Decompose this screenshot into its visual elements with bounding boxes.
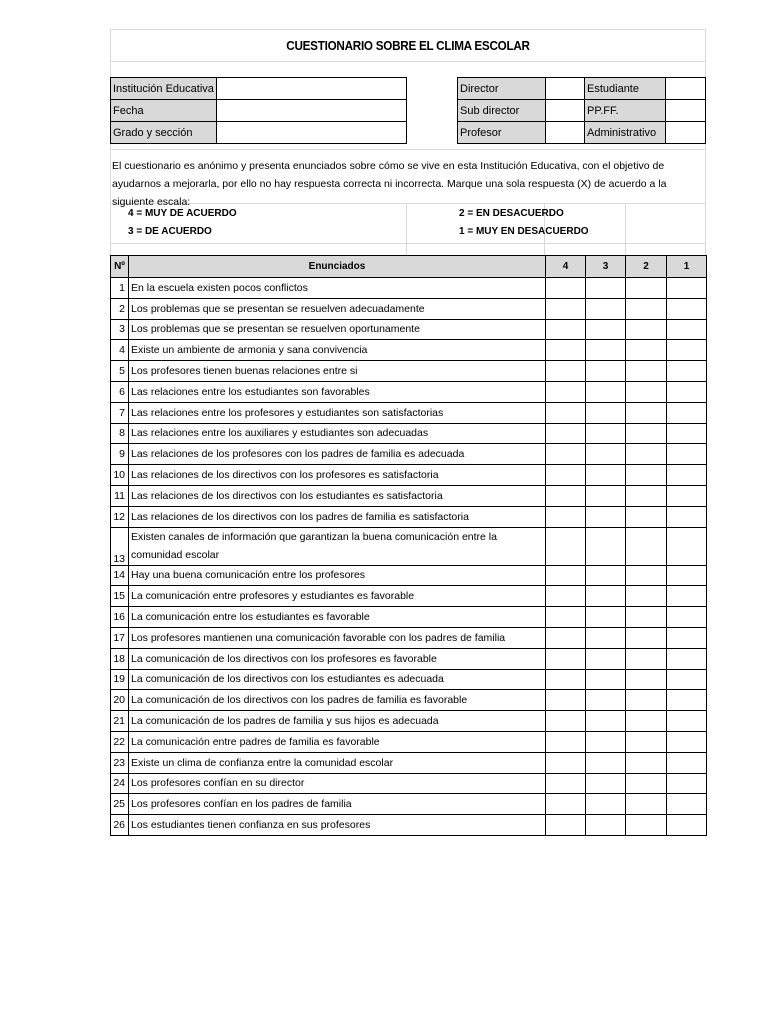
table-row <box>111 506 707 527</box>
date-label: Fecha <box>110 99 217 122</box>
answer-cell-1[interactable] <box>667 381 707 402</box>
answer-cell-2[interactable] <box>626 527 667 565</box>
answer-cell-2[interactable] <box>626 711 667 732</box>
col-number-header: Nº <box>111 256 129 278</box>
parents-checkbox[interactable] <box>665 99 706 122</box>
answer-cell-3[interactable] <box>586 711 626 732</box>
answer-cell-4[interactable] <box>546 607 586 628</box>
answer-cell-3[interactable] <box>586 402 626 423</box>
answer-cell-2[interactable] <box>626 731 667 752</box>
questionnaire-table <box>110 255 707 836</box>
scale-1: 1 = MUY EN DESACUERDO <box>459 226 589 237</box>
row-number: 6 <box>111 381 129 402</box>
answer-cell-1[interactable] <box>667 506 707 527</box>
answer-cell-2[interactable] <box>626 586 667 607</box>
student-label: Estudiante <box>584 77 666 100</box>
answer-cell-3[interactable] <box>586 444 626 465</box>
table-row <box>111 690 707 711</box>
row-number: 20 <box>111 690 129 711</box>
statement-text: Los problemas que se presentan se resuelven adecuadamente <box>129 298 546 319</box>
answer-cell-3[interactable] <box>586 340 626 361</box>
answer-cell-1[interactable] <box>667 711 707 732</box>
statement-text: Las relaciones entre los profesores y estudiantes son satisfactorias <box>129 402 546 423</box>
answer-cell-4[interactable] <box>546 669 586 690</box>
table-row <box>111 773 707 794</box>
statement-text: Existe un ambiente de armonia y sana convivencia <box>129 340 546 361</box>
answer-cell-1[interactable] <box>667 361 707 382</box>
answer-cell-2[interactable] <box>626 340 667 361</box>
answer-cell-4[interactable] <box>546 444 586 465</box>
table-row <box>111 669 707 690</box>
answer-cell-2[interactable] <box>626 278 667 299</box>
answer-cell-1[interactable] <box>667 794 707 815</box>
answer-cell-4[interactable] <box>546 465 586 486</box>
subdirector-checkbox[interactable] <box>545 99 585 122</box>
answer-cell-3[interactable] <box>586 627 626 648</box>
answer-cell-2[interactable] <box>626 690 667 711</box>
answer-cell-1[interactable] <box>667 815 707 836</box>
answer-cell-2[interactable] <box>626 423 667 444</box>
row-number: 24 <box>111 773 129 794</box>
statement-text: Los profesores tienen buenas relaciones entre si <box>129 361 546 382</box>
answer-cell-2[interactable] <box>626 465 667 486</box>
grade-field[interactable] <box>216 121 407 144</box>
institution-field[interactable] <box>216 77 407 100</box>
row-number: 15 <box>111 586 129 607</box>
answer-cell-3[interactable] <box>586 565 626 586</box>
parents-label: PP.FF. <box>584 99 666 122</box>
answer-cell-3[interactable] <box>586 423 626 444</box>
answer-cell-3[interactable] <box>586 527 626 565</box>
gridline <box>110 61 706 62</box>
answer-cell-2[interactable] <box>626 402 667 423</box>
answer-cell-3[interactable] <box>586 752 626 773</box>
answer-cell-2[interactable] <box>626 752 667 773</box>
answer-cell-2[interactable] <box>626 794 667 815</box>
col-option-4-header: 4 <box>546 256 586 278</box>
answer-cell-3[interactable] <box>586 485 626 506</box>
statement-text: Existe un clima de confianza entre la comunidad escolar <box>129 752 546 773</box>
answer-cell-2[interactable] <box>626 319 667 340</box>
grade-label: Grado y sección <box>110 121 217 144</box>
answer-cell-1[interactable] <box>667 278 707 299</box>
row-number: 5 <box>111 361 129 382</box>
answer-cell-1[interactable] <box>667 565 707 586</box>
answer-cell-2[interactable] <box>626 565 667 586</box>
answer-cell-3[interactable] <box>586 361 626 382</box>
answer-cell-4[interactable] <box>546 527 586 565</box>
answer-cell-4[interactable] <box>546 565 586 586</box>
statement-text: En la escuela existen pocos conflictos <box>129 278 546 299</box>
statement-text: Los profesores mantienen una comunicación favorable con los padres de familia <box>129 627 546 648</box>
table-row <box>111 627 707 648</box>
answer-cell-2[interactable] <box>626 607 667 628</box>
answer-cell-1[interactable] <box>667 444 707 465</box>
answer-cell-2[interactable] <box>626 506 667 527</box>
statement-text: La comunicación de los padres de familia y sus hijos es adecuada <box>129 711 546 732</box>
answer-cell-3[interactable] <box>586 319 626 340</box>
row-number: 23 <box>111 752 129 773</box>
row-number: 11 <box>111 485 129 506</box>
answer-cell-2[interactable] <box>626 648 667 669</box>
statement-text: Las relaciones entre los estudiantes son favorables <box>129 381 546 402</box>
gridline <box>110 149 706 150</box>
statement-text: La comunicación de los directivos con los profesores es favorable <box>129 648 546 669</box>
answer-cell-2[interactable] <box>626 815 667 836</box>
answer-cell-2[interactable] <box>626 773 667 794</box>
answer-cell-4[interactable] <box>546 586 586 607</box>
date-field[interactable] <box>216 99 407 122</box>
answer-cell-3[interactable] <box>586 690 626 711</box>
table-row <box>111 485 707 506</box>
teacher-checkbox[interactable] <box>545 121 585 144</box>
row-number: 10 <box>111 465 129 486</box>
table-row <box>111 423 707 444</box>
row-number: 16 <box>111 607 129 628</box>
table-row <box>111 527 707 565</box>
answer-cell-3[interactable] <box>586 586 626 607</box>
answer-cell-2[interactable] <box>626 485 667 506</box>
answer-cell-4[interactable] <box>546 627 586 648</box>
answer-cell-4[interactable] <box>546 340 586 361</box>
answer-cell-1[interactable] <box>667 669 707 690</box>
statement-text: Los estudiantes tienen confianza en sus profesores <box>129 815 546 836</box>
row-number: 14 <box>111 565 129 586</box>
teacher-label: Profesor <box>457 121 546 144</box>
answer-cell-4[interactable] <box>546 278 586 299</box>
row-number: 22 <box>111 731 129 752</box>
answer-cell-1[interactable] <box>667 752 707 773</box>
table-row <box>111 402 707 423</box>
answer-cell-4[interactable] <box>546 298 586 319</box>
answer-cell-1[interactable] <box>667 485 707 506</box>
answer-cell-3[interactable] <box>586 731 626 752</box>
table-row <box>111 815 707 836</box>
answer-cell-1[interactable] <box>667 627 707 648</box>
answer-cell-4[interactable] <box>546 506 586 527</box>
table-row <box>111 278 707 299</box>
answer-cell-1[interactable] <box>667 423 707 444</box>
row-number: 19 <box>111 669 129 690</box>
answer-cell-2[interactable] <box>626 298 667 319</box>
answer-cell-2[interactable] <box>626 361 667 382</box>
statement-text: Las relaciones entre los auxiliares y estudiantes son adecuadas <box>129 423 546 444</box>
col-option-3-header: 3 <box>586 256 626 278</box>
answer-cell-3[interactable] <box>586 669 626 690</box>
answer-cell-1[interactable] <box>667 690 707 711</box>
table-row <box>111 465 707 486</box>
scale-2: 2 = EN DESACUERDO <box>459 208 564 219</box>
statement-text: La comunicación entre los estudiantes es favorable <box>129 607 546 628</box>
subdirector-label: Sub director <box>457 99 546 122</box>
answer-cell-2[interactable] <box>626 627 667 648</box>
table-row <box>111 752 707 773</box>
row-number: 8 <box>111 423 129 444</box>
answer-cell-4[interactable] <box>546 690 586 711</box>
row-number: 3 <box>111 319 129 340</box>
row-number: 21 <box>111 711 129 732</box>
answer-cell-1[interactable] <box>667 586 707 607</box>
statement-text: La comunicación de los directivos con los estudiantes es adecuada <box>129 669 546 690</box>
answer-cell-1[interactable] <box>667 527 707 565</box>
table-body <box>111 278 707 836</box>
answer-cell-4[interactable] <box>546 794 586 815</box>
row-number: 13 <box>111 527 129 565</box>
statement-text: Los profesores confían en su director <box>129 773 546 794</box>
row-number: 12 <box>111 506 129 527</box>
statement-text: Hay una buena comunicación entre los profesores <box>129 565 546 586</box>
answer-cell-1[interactable] <box>667 773 707 794</box>
answer-cell-1[interactable] <box>667 298 707 319</box>
admin-checkbox[interactable] <box>665 121 706 144</box>
row-number: 4 <box>111 340 129 361</box>
answer-cell-3[interactable] <box>586 506 626 527</box>
admin-label: Administrativo <box>584 121 666 144</box>
table-row <box>111 565 707 586</box>
statement-text: Existen canales de información que garantizan la buena comunicación entre la comunidad escolar <box>129 527 546 565</box>
answer-cell-4[interactable] <box>546 381 586 402</box>
row-number: 17 <box>111 627 129 648</box>
answer-cell-3[interactable] <box>586 298 626 319</box>
answer-cell-1[interactable] <box>667 731 707 752</box>
table-row <box>111 298 707 319</box>
answer-cell-4[interactable] <box>546 815 586 836</box>
table-header-row <box>111 256 707 278</box>
statement-text: Los profesores confían en los padres de familia <box>129 794 546 815</box>
statement-text: La comunicación entre padres de familia es favorable <box>129 731 546 752</box>
col-statement-header: Enunciados <box>129 256 546 278</box>
director-label: Director <box>457 77 546 100</box>
answer-cell-3[interactable] <box>586 648 626 669</box>
answer-cell-4[interactable] <box>546 402 586 423</box>
answer-cell-2[interactable] <box>626 381 667 402</box>
row-number: 7 <box>111 402 129 423</box>
answer-cell-4[interactable] <box>546 319 586 340</box>
col-option-2-header: 2 <box>626 256 667 278</box>
row-number: 26 <box>111 815 129 836</box>
answer-cell-1[interactable] <box>667 319 707 340</box>
statement-text: Las relaciones de los directivos con los profesores es satisfactoria <box>129 465 546 486</box>
answer-cell-1[interactable] <box>667 340 707 361</box>
answer-cell-4[interactable] <box>546 711 586 732</box>
table-row <box>111 319 707 340</box>
answer-cell-1[interactable] <box>667 648 707 669</box>
table-row <box>111 340 707 361</box>
institution-label: Institución Educativa <box>110 77 217 100</box>
scale-3: 3 = DE ACUERDO <box>128 226 212 237</box>
page-title: CUESTIONARIO SOBRE EL CLIMA ESCOLAR <box>286 37 530 53</box>
table-row <box>111 586 707 607</box>
answer-cell-2[interactable] <box>626 444 667 465</box>
answer-cell-3[interactable] <box>586 381 626 402</box>
table-row <box>111 731 707 752</box>
answer-cell-4[interactable] <box>546 752 586 773</box>
answer-cell-1[interactable] <box>667 402 707 423</box>
row-number: 1 <box>111 278 129 299</box>
statement-text: Las relaciones de los profesores con los padres de familia es adecuada <box>129 444 546 465</box>
table-row <box>111 607 707 628</box>
answer-cell-3[interactable] <box>586 607 626 628</box>
table-row <box>111 711 707 732</box>
table-row <box>111 648 707 669</box>
row-number: 9 <box>111 444 129 465</box>
answer-cell-3[interactable] <box>586 278 626 299</box>
table-row <box>111 361 707 382</box>
answer-cell-1[interactable] <box>667 465 707 486</box>
statement-text: Las relaciones de los directivos con los padres de familia es satisfactoria <box>129 506 546 527</box>
answer-cell-4[interactable] <box>546 731 586 752</box>
answer-cell-3[interactable] <box>586 794 626 815</box>
rating-scale-legend <box>110 203 706 245</box>
statement-text: Los problemas que se presentan se resuelven oportunamente <box>129 319 546 340</box>
answer-cell-4[interactable] <box>546 423 586 444</box>
answer-cell-4[interactable] <box>546 485 586 506</box>
answer-cell-1[interactable] <box>667 607 707 628</box>
statement-text: La comunicación de los directivos con los padres de familia es favorable <box>129 690 546 711</box>
col-option-1-header: 1 <box>667 256 707 278</box>
statement-text: La comunicación entre profesores y estudiantes es favorable <box>129 586 546 607</box>
row-number: 18 <box>111 648 129 669</box>
answer-cell-4[interactable] <box>546 648 586 669</box>
student-checkbox[interactable] <box>665 77 706 100</box>
answer-cell-2[interactable] <box>626 669 667 690</box>
table-row <box>111 444 707 465</box>
answer-cell-4[interactable] <box>546 361 586 382</box>
statement-text: Las relaciones de los directivos con los estudiantes es satisfactoria <box>129 485 546 506</box>
answer-cell-3[interactable] <box>586 815 626 836</box>
answer-cell-3[interactable] <box>586 465 626 486</box>
answer-cell-3[interactable] <box>586 773 626 794</box>
row-number: 2 <box>111 298 129 319</box>
header-block <box>110 77 706 144</box>
row-number: 25 <box>111 794 129 815</box>
table-row <box>111 381 707 402</box>
table-row <box>111 794 707 815</box>
intro-paragraph: El cuestionario es anónimo y presenta enunciados sobre cómo se vive en esta Institución Educativa, con el objetivo de ayudarnos a mejorarla, por ello no hay respuesta correcta ni incorrecta. Marque una sola respuesta (X) de acuerdo a la siguiente escala: <box>112 160 667 208</box>
answer-cell-4[interactable] <box>546 773 586 794</box>
scale-4: 4 = MUY DE ACUERDO <box>128 208 237 219</box>
director-checkbox[interactable] <box>545 77 585 100</box>
